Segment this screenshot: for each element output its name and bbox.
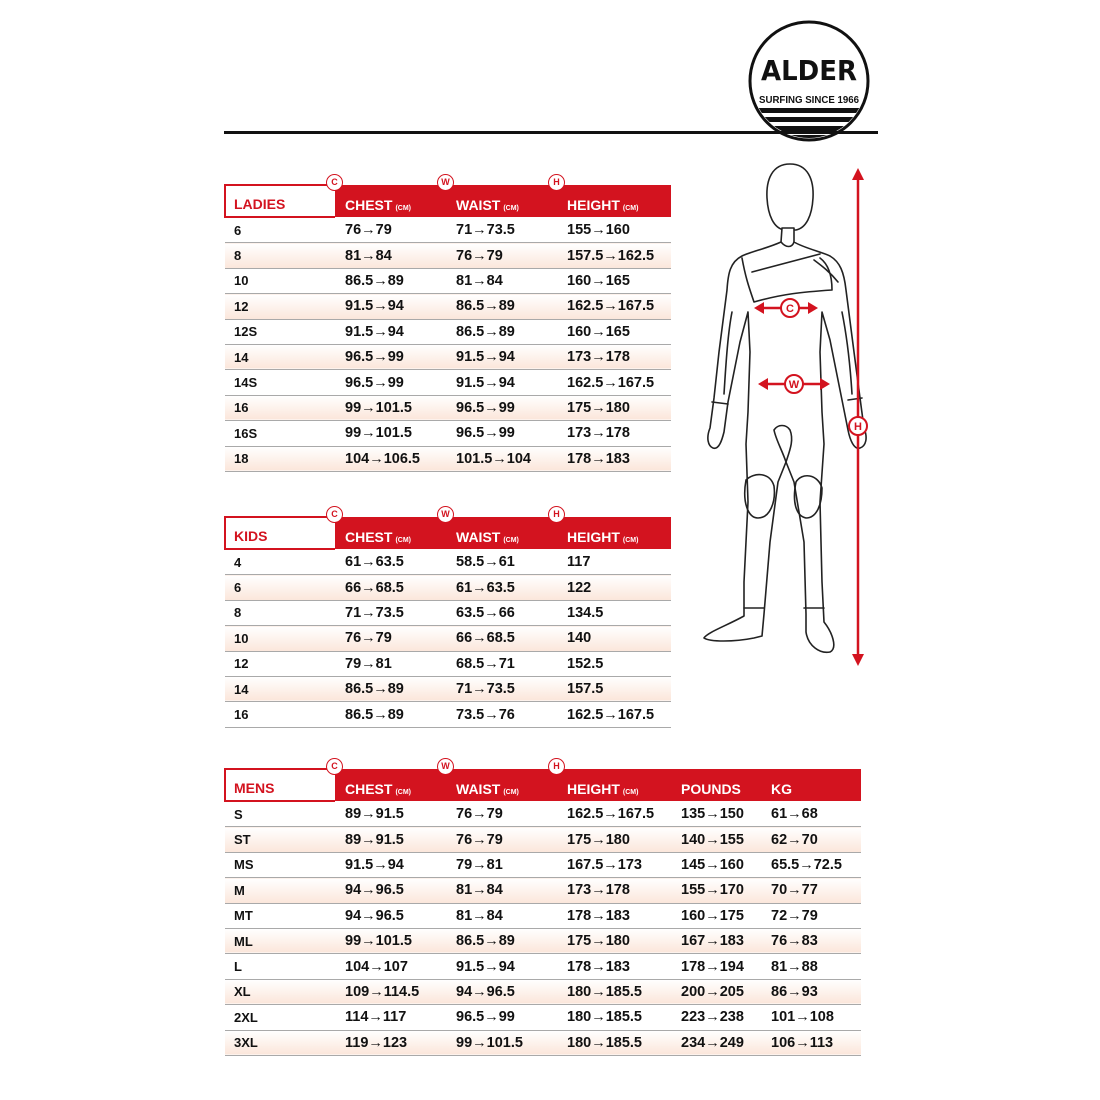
measurement-cell: 180→185.5 — [557, 1005, 671, 1030]
measurement-cell: 94→96.5 — [335, 903, 446, 928]
measurement-cell: 76→79 — [446, 801, 557, 827]
measurement-cell: 96.5→99 — [446, 395, 557, 420]
table-row — [225, 319, 671, 344]
table-row — [225, 421, 671, 446]
measurement-cell: 157.5→162.5 — [557, 243, 671, 268]
size-cell: 16S — [225, 421, 335, 446]
size-cell: 10 — [225, 626, 335, 651]
measurement-cell: 162.5→167.5 — [557, 370, 671, 395]
mens-waist-header — [441, 761, 557, 801]
measurement-cell: 61→63.5 — [446, 575, 557, 600]
measurement-cell: 234→249 — [671, 1030, 761, 1055]
table-row — [225, 702, 671, 727]
measurement-cell: 91.5→94 — [446, 954, 557, 979]
measurement-cell: 114→117 — [335, 1005, 446, 1030]
measurement-cell: 152.5 — [557, 651, 671, 676]
size-cell: 8 — [225, 243, 335, 268]
table-row — [225, 801, 861, 827]
table-row — [225, 243, 671, 268]
size-cell: 16 — [225, 702, 335, 727]
chest-marker-label: C — [786, 303, 794, 315]
measurement-cell: 200→205 — [671, 979, 761, 1004]
measurement-cell: 122 — [557, 575, 671, 600]
measurement-cell: 76→79 — [446, 243, 557, 268]
size-cell: L — [225, 954, 335, 979]
measurement-cell: 173→178 — [557, 344, 671, 369]
mens-height-header — [553, 761, 671, 801]
measurement-cell: 175→180 — [557, 395, 671, 420]
measurement-cell: 71→73.5 — [446, 217, 557, 243]
size-cell: M — [225, 878, 335, 903]
measurement-cell: 99→101.5 — [446, 1030, 557, 1055]
measurement-cell: 89→91.5 — [335, 801, 446, 827]
size-cell: 2XL — [225, 1005, 335, 1030]
measurement-cell: 79→81 — [335, 651, 446, 676]
measurement-cell: 72→79 — [761, 903, 861, 928]
measurement-cell: 99→101.5 — [335, 421, 446, 446]
measurement-cell: 104→107 — [335, 954, 446, 979]
table-row — [225, 852, 861, 877]
measurement-cell: 86.5→89 — [335, 268, 446, 293]
measurement-cell: 96.5→99 — [335, 370, 446, 395]
measurement-cell: 91.5→94 — [446, 370, 557, 395]
measurement-cell: 96.5→99 — [446, 421, 557, 446]
size-cell: 4 — [225, 549, 335, 575]
column-unit: (CM) — [622, 205, 639, 212]
mens-category-label: MENS — [225, 769, 335, 801]
kids-category-label: KIDS — [225, 517, 335, 549]
size-cell: 14 — [225, 344, 335, 369]
measurement-cell: 167.5→173 — [557, 852, 671, 877]
measurement-cell: 180→185.5 — [557, 979, 671, 1004]
kids-chest-header — [331, 509, 446, 549]
measurement-cell: 160→165 — [557, 268, 671, 293]
measurement-cell: 81→88 — [761, 954, 861, 979]
height-marker-badge: H — [548, 506, 565, 523]
measurement-cell: 101→108 — [761, 1005, 861, 1030]
measurement-cell: 134.5 — [557, 600, 671, 625]
measurement-cell: 66→68.5 — [335, 575, 446, 600]
size-cell: 18 — [225, 446, 335, 471]
measurement-cell: 109→114.5 — [335, 979, 446, 1004]
size-cell: 12 — [225, 294, 335, 319]
kids-header-row — [225, 517, 671, 549]
table-row — [225, 575, 671, 600]
size-cell: 12 — [225, 651, 335, 676]
kids-height-header — [553, 509, 671, 549]
table-row — [225, 446, 671, 471]
measurement-cell: 86.5→89 — [446, 294, 557, 319]
column-unit: (CM) — [622, 789, 639, 796]
measurement-cell: 76→83 — [761, 928, 861, 953]
table-row — [225, 268, 671, 293]
table-row — [225, 903, 861, 928]
column-unit: (CM) — [395, 537, 412, 544]
measurement-cell: 91.5→94 — [335, 852, 446, 877]
measurement-cell: 66→68.5 — [446, 626, 557, 651]
measurement-cell: 91.5→94 — [446, 344, 557, 369]
waist-marker-badge: W — [437, 506, 454, 523]
table-row — [225, 549, 671, 575]
measurement-cell: 140→155 — [671, 827, 761, 852]
measurement-cell: 104→106.5 — [335, 446, 446, 471]
mens-size-table — [224, 761, 861, 1056]
table-row — [225, 395, 671, 420]
measurement-cell: 81→84 — [335, 243, 446, 268]
size-cell: 6 — [225, 217, 335, 243]
table-row — [225, 294, 671, 319]
table-row — [225, 928, 861, 953]
measurement-cell: 86.5→89 — [335, 702, 446, 727]
table-row — [225, 979, 861, 1004]
mens-header-row — [225, 769, 861, 801]
measurement-cell: 89→91.5 — [335, 827, 446, 852]
measurement-cell: 91.5→94 — [335, 319, 446, 344]
size-cell: ST — [225, 827, 335, 852]
column-label: CHEST — [345, 197, 393, 213]
measurement-cell: 71→73.5 — [335, 600, 446, 625]
logo-tagline: SURFING SINCE 1966 — [759, 94, 860, 106]
measurement-cell: 79→81 — [446, 852, 557, 877]
measurement-cell: 65.5→72.5 — [761, 852, 861, 877]
measurement-cell: 175→180 — [557, 827, 671, 852]
table-row — [225, 370, 671, 395]
size-cell: 10 — [225, 268, 335, 293]
measurement-cell: 162.5→167.5 — [557, 702, 671, 727]
mens-pounds-header: POUNDS — [671, 769, 761, 801]
table-row — [225, 878, 861, 903]
measurement-cell: 173→178 — [557, 878, 671, 903]
column-label: CHEST — [345, 529, 393, 545]
size-cell: 8 — [225, 600, 335, 625]
size-cell: MS — [225, 852, 335, 877]
size-cell: 14S — [225, 370, 335, 395]
measurement-cell: 101.5→104 — [446, 446, 557, 471]
measurement-cell: 94→96.5 — [446, 979, 557, 1004]
waist-marker-badge: W — [437, 758, 454, 775]
measurement-cell: 73.5→76 — [446, 702, 557, 727]
measurement-cell: 160→175 — [671, 903, 761, 928]
measurement-cell: 135→150 — [671, 801, 761, 827]
mens-kg-header: KG — [761, 769, 861, 801]
measurement-cell: 155→170 — [671, 878, 761, 903]
table-row — [225, 954, 861, 979]
measurement-cell: 106→113 — [761, 1030, 861, 1055]
measurement-cell: 223→238 — [671, 1005, 761, 1030]
measurement-cell: 91.5→94 — [335, 294, 446, 319]
column-label: WAIST — [456, 529, 501, 545]
mens-chest-header — [331, 761, 446, 801]
measurement-cell: 68.5→71 — [446, 651, 557, 676]
wetsuit-measurement-figure — [682, 162, 882, 674]
measurement-cell: 160→165 — [557, 319, 671, 344]
measurement-cell: 94→96.5 — [335, 878, 446, 903]
measurement-cell: 178→183 — [557, 954, 671, 979]
measurement-cell: 162.5→167.5 — [557, 294, 671, 319]
measurement-cell: 178→183 — [557, 446, 671, 471]
chest-marker-badge: C — [326, 506, 343, 523]
measurement-cell: 86.5→89 — [335, 676, 446, 701]
column-unit: (CM) — [503, 537, 519, 544]
measurement-cell: 61→63.5 — [335, 549, 446, 575]
table-row — [225, 626, 671, 651]
ladies-header-row — [225, 185, 671, 217]
column-label: HEIGHT — [567, 197, 620, 213]
size-cell: 3XL — [225, 1030, 335, 1055]
waist-marker-badge: W — [437, 174, 454, 191]
column-unit: (CM) — [395, 789, 412, 796]
ladies-size-table — [224, 177, 671, 472]
measurement-cell: 162.5→167.5 — [557, 801, 671, 827]
logo-wordmark: ALDER — [761, 54, 857, 87]
measurement-cell: 178→194 — [671, 954, 761, 979]
column-label: CHEST — [345, 781, 393, 797]
measurement-cell: 81→84 — [446, 878, 557, 903]
column-label: HEIGHT — [567, 529, 620, 545]
size-cell: ML — [225, 928, 335, 953]
header-divider — [224, 131, 878, 134]
wetsuit-outline — [704, 164, 866, 652]
table-row — [225, 651, 671, 676]
column-label: WAIST — [456, 197, 501, 213]
kids-size-table — [224, 509, 671, 728]
size-cell: S — [225, 801, 335, 827]
column-label: WAIST — [456, 781, 501, 797]
measurement-cell: 86→93 — [761, 979, 861, 1004]
waist-marker-label: W — [788, 379, 800, 391]
height-marker-badge: H — [548, 758, 565, 775]
measurement-cell: 99→101.5 — [335, 395, 446, 420]
measurement-cell: 81→84 — [446, 268, 557, 293]
measurement-cell: 140 — [557, 626, 671, 651]
column-label: HEIGHT — [567, 781, 620, 797]
measurement-cell: 76→79 — [335, 626, 446, 651]
chest-marker-badge: C — [326, 174, 343, 191]
measurement-cell: 119→123 — [335, 1030, 446, 1055]
measurement-cell: 63.5→66 — [446, 600, 557, 625]
size-cell: 12S — [225, 319, 335, 344]
measurement-cell: 58.5→61 — [446, 549, 557, 575]
ladies-waist-header — [441, 177, 557, 217]
table-row — [225, 1005, 861, 1030]
chest-marker-badge: C — [326, 758, 343, 775]
table-row — [225, 827, 861, 852]
measurement-cell: 76→79 — [335, 217, 446, 243]
height-marker-label: H — [854, 421, 862, 433]
height-marker-badge: H — [548, 174, 565, 191]
ladies-category-label: LADIES — [225, 185, 335, 217]
size-cell: 16 — [225, 395, 335, 420]
measurement-cell: 173→178 — [557, 421, 671, 446]
kids-waist-header — [441, 509, 557, 549]
size-cell: XL — [225, 979, 335, 1004]
alder-logo — [748, 20, 870, 142]
ladies-chest-header — [331, 177, 446, 217]
measurement-cell: 167→183 — [671, 928, 761, 953]
measurement-cell: 86.5→89 — [446, 928, 557, 953]
measurement-cell: 96.5→99 — [446, 1005, 557, 1030]
size-cell: 14 — [225, 676, 335, 701]
column-unit: (CM) — [395, 205, 412, 212]
table-row — [225, 600, 671, 625]
measurement-cell: 81→84 — [446, 903, 557, 928]
measurement-cell: 70→77 — [761, 878, 861, 903]
column-unit: (CM) — [622, 537, 639, 544]
measurement-cell: 96.5→99 — [335, 344, 446, 369]
measurement-cell: 180→185.5 — [557, 1030, 671, 1055]
size-cell: MT — [225, 903, 335, 928]
table-row — [225, 344, 671, 369]
measurement-cell: 86.5→89 — [446, 319, 557, 344]
size-cell: 6 — [225, 575, 335, 600]
measurement-cell: 76→79 — [446, 827, 557, 852]
table-row — [225, 217, 671, 243]
table-row — [225, 676, 671, 701]
table-row — [225, 1030, 861, 1055]
column-unit: (CM) — [503, 789, 519, 796]
measurement-cell: 71→73.5 — [446, 676, 557, 701]
measurement-cell: 62→70 — [761, 827, 861, 852]
measurement-cell: 117 — [557, 549, 671, 575]
ladies-height-header — [553, 177, 671, 217]
measurement-cell: 175→180 — [557, 928, 671, 953]
measurement-cell: 61→68 — [761, 801, 861, 827]
measurement-cell: 155→160 — [557, 217, 671, 243]
measurement-cell: 99→101.5 — [335, 928, 446, 953]
measurement-cell: 157.5 — [557, 676, 671, 701]
column-unit: (CM) — [503, 205, 519, 212]
measurement-cell: 178→183 — [557, 903, 671, 928]
measurement-cell: 145→160 — [671, 852, 761, 877]
